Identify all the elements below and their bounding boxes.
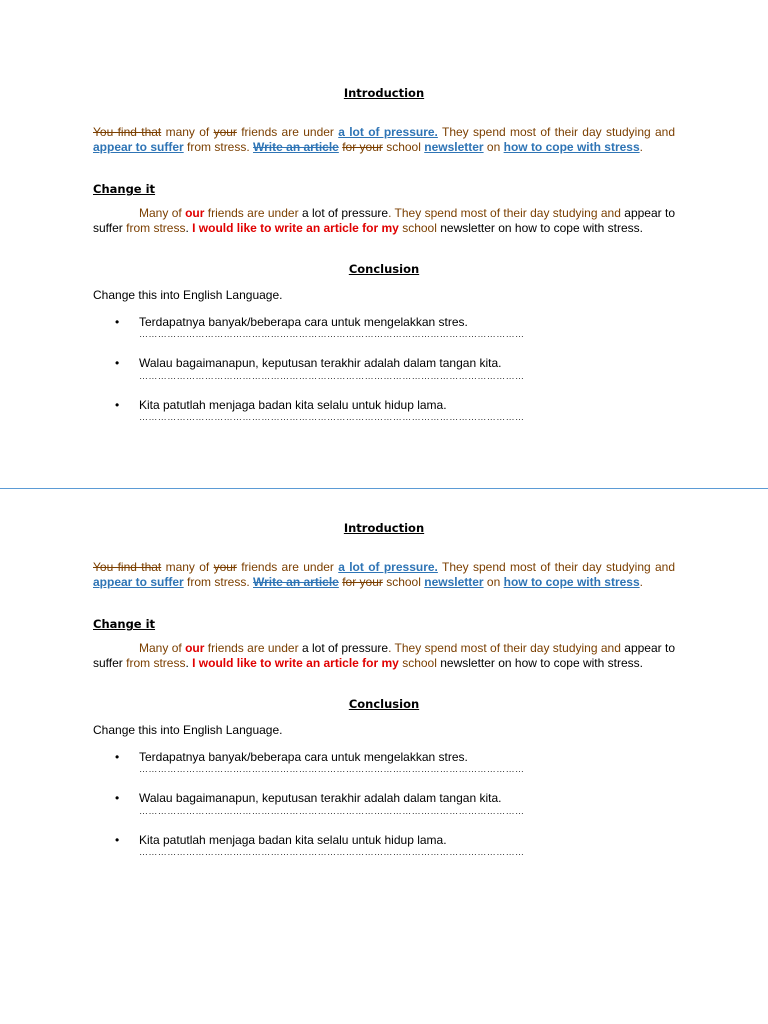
bullet-text: Kita patutlah menjaga badan kita selalu untuk hidup lama. xyxy=(139,397,447,412)
text-run: appear to suffer xyxy=(93,641,676,670)
text-run: . They spend most of their day studying and xyxy=(388,641,625,655)
text-run: how to cope with stress xyxy=(503,574,640,589)
text-run: Many of xyxy=(139,641,186,655)
text-run: on xyxy=(483,139,504,154)
text-run: . xyxy=(639,139,643,154)
text-run: friends are under xyxy=(204,641,302,655)
text-run: friends are under xyxy=(236,560,339,574)
text-run: You find that xyxy=(93,125,162,139)
text-run: how to cope with stress xyxy=(503,139,640,154)
text-run: . xyxy=(185,220,193,235)
text-run: your xyxy=(213,125,237,139)
list-item xyxy=(93,750,675,775)
text-run: from stress xyxy=(122,655,186,670)
bullet-text: Terdapatnya banyak/beberapa cara untuk mengelakkan stres. xyxy=(139,749,468,764)
text-run: friends are under xyxy=(236,125,339,139)
text-run: . xyxy=(639,574,643,589)
introduction-paragraph xyxy=(93,125,675,154)
text-run: our xyxy=(185,641,205,655)
text-run: They spend most of their day studying and xyxy=(437,560,676,574)
text-run: school xyxy=(398,655,441,670)
change-it-heading: Change it xyxy=(93,182,156,196)
list-item xyxy=(93,791,675,816)
text-run: I would like to write an article for my xyxy=(192,655,399,670)
text-run: for your xyxy=(342,139,383,154)
text-run: appear to suffer xyxy=(93,574,184,589)
conclusion-heading: Conclusion xyxy=(348,262,420,276)
bullet-icon: • xyxy=(115,397,120,412)
text-run: a lot of pressure. xyxy=(338,560,438,574)
bullet-text: Kita patutlah menjaga badan kita selalu untuk hidup lama. xyxy=(139,832,447,847)
text-run: newsletter xyxy=(424,574,484,589)
text-run: school xyxy=(382,574,425,589)
text-run: They spend most of their day studying and xyxy=(437,125,676,139)
bullet-list xyxy=(93,315,675,423)
worksheet-top xyxy=(93,86,675,422)
text-run: newsletter xyxy=(424,139,484,154)
text-run: I would like to write an article for my xyxy=(192,220,399,235)
text-run: . xyxy=(185,655,193,670)
text-run: a lot of pressure xyxy=(301,206,389,220)
bullet-icon: • xyxy=(115,791,120,805)
text-run: Write an article xyxy=(253,574,339,589)
list-item xyxy=(93,833,675,858)
text-run: school xyxy=(382,139,425,154)
text-run: Write an article xyxy=(253,139,339,154)
text-run: on xyxy=(483,574,504,589)
text-run: many of xyxy=(161,560,214,574)
conclusion-heading: Conclusion xyxy=(348,697,420,711)
answer-line[interactable]: …………………………………………………………………………………………………………… xyxy=(139,805,525,816)
text-run: many of xyxy=(161,125,214,139)
introduction-paragraph xyxy=(93,560,675,589)
text-run: appear to suffer xyxy=(93,139,184,154)
text-run: your xyxy=(213,560,237,574)
bullet-icon: • xyxy=(115,356,120,370)
bullet-list xyxy=(93,750,675,858)
answer-line[interactable]: …………………………………………………………………………………………………………… xyxy=(139,412,525,422)
bullet-icon: • xyxy=(115,749,120,764)
change-it-heading: Change it xyxy=(93,617,156,631)
instruction-text: Change this into English Language. xyxy=(93,288,283,302)
text-run: . They spend most of their day studying and xyxy=(388,206,625,220)
text-run: You find that xyxy=(93,560,162,574)
bullet-icon: • xyxy=(115,314,120,329)
text-run: Many of xyxy=(139,206,186,220)
text-run: from stress. xyxy=(183,574,254,589)
text-run: from stress xyxy=(122,220,186,235)
page-divider xyxy=(0,488,768,489)
text-run: our xyxy=(185,206,205,220)
text-run: for your xyxy=(342,574,383,589)
text-run: newsletter on how to cope with stress. xyxy=(440,655,643,670)
bullet-text: Walau bagaimanapun, keputusan terakhir adalah dalam tangan kita. xyxy=(139,356,502,370)
change-it-paragraph xyxy=(93,641,675,670)
worksheet-bottom xyxy=(93,521,675,857)
answer-line[interactable]: …………………………………………………………………………………………………………… xyxy=(139,370,525,381)
text-run: a lot of pressure. xyxy=(338,125,438,139)
list-item xyxy=(93,356,675,381)
introduction-heading: Introduction xyxy=(343,86,425,100)
answer-line[interactable]: …………………………………………………………………………………………………………… xyxy=(139,764,525,774)
answer-line[interactable]: …………………………………………………………………………………………………………… xyxy=(139,329,525,339)
text-run: school xyxy=(398,220,441,235)
text-run: appear to suffer xyxy=(93,206,676,235)
text-run: friends are under xyxy=(204,206,302,220)
list-item xyxy=(93,315,675,340)
bullet-text: Walau bagaimanapun, keputusan terakhir adalah dalam tangan kita. xyxy=(139,791,502,805)
text-run: from stress. xyxy=(183,139,254,154)
answer-line[interactable]: …………………………………………………………………………………………………………… xyxy=(139,847,525,857)
text-run: a lot of pressure xyxy=(301,641,389,655)
bullet-icon: • xyxy=(115,832,120,847)
bullet-text: Terdapatnya banyak/beberapa cara untuk mengelakkan stres. xyxy=(139,314,468,329)
list-item xyxy=(93,398,675,423)
text-run: newsletter on how to cope with stress. xyxy=(440,220,643,235)
change-it-paragraph xyxy=(93,206,675,235)
introduction-heading: Introduction xyxy=(343,521,425,535)
instruction-text: Change this into English Language. xyxy=(93,723,283,737)
